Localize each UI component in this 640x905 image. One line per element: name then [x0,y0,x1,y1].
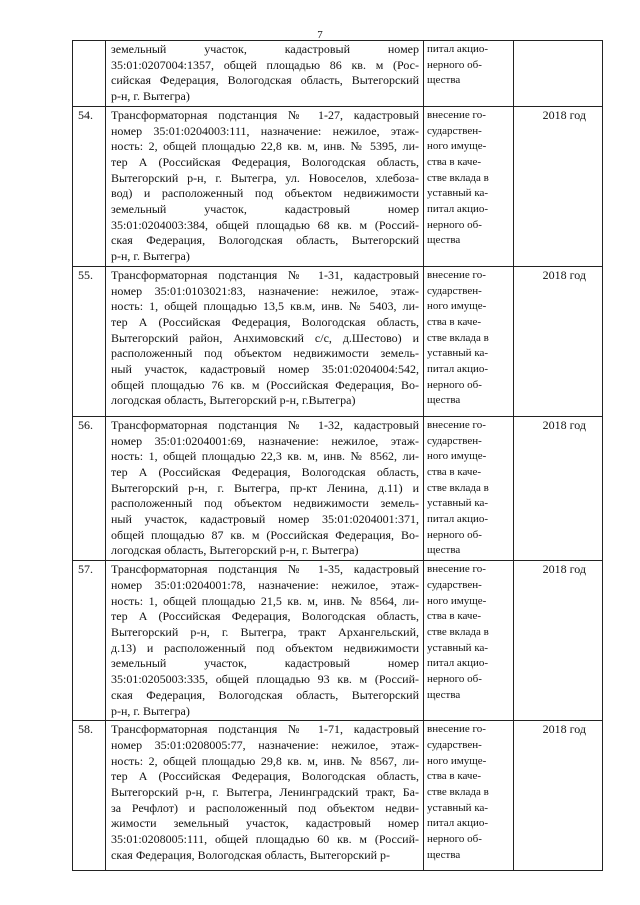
privatization-year [514,41,603,107]
description-line: ный участок, кадастровый номер 35:01:0204001:371, [111,512,419,527]
object-description [106,721,424,871]
method-line: стве вклада в [427,481,489,494]
object-description [106,41,424,107]
method-line: питал акцио- [427,363,489,376]
description-line: номер 35:01:0103021:83, назначение: нежилое, этаж- [111,283,419,298]
description-line: р-н, г. Вытегра) [111,249,190,264]
description-line: ская Федерация, Вологодская область, Вытегорский [111,687,419,702]
privatization-method [424,721,514,871]
method-line: стве вклада в [427,625,489,638]
description-line: ская Федерация, Вологодская область, Вытегорский [111,233,419,248]
method-line: стве вклада в [427,171,489,184]
table-row [73,416,603,560]
method-line: ства в каче- [427,770,482,783]
description-line: общей площадью 76 кв. м (Российская Федерация, Во- [111,377,419,392]
description-line: 35:01:0204003:384, общей площадью 68 кв. м (Россий- [111,217,419,232]
row-number: 56. [73,416,106,560]
method-line: питал акцио- [427,203,489,216]
description-line: тер А (Российская Федерация, Вологодская область, [111,154,419,169]
table-body [73,41,603,871]
method-line: ного имуще- [427,450,487,463]
description-line: тер А (Российская Федерация, Вологодская область, [111,314,419,329]
method-line: нерного об- [427,673,482,686]
method-line: нерного об- [427,833,482,846]
table-row [73,721,603,871]
property-table [72,40,603,871]
privatization-year: 2018 год [514,106,603,266]
row-number: 55. [73,266,106,416]
description-line: Вытегорский р-н, г. Вытегра, ул. Новоселов, хлебоза- [111,170,419,185]
method-line: внесение го- [427,563,486,576]
method-line: щества [427,848,461,861]
method-line: внесение го- [427,418,486,431]
method-line: сударствен- [427,578,482,591]
row-number: 58. [73,721,106,871]
object-description [106,106,424,266]
method-line: уставный ка- [427,187,489,200]
method-line: ства в каче- [427,155,482,168]
method-line: щества [427,394,461,407]
description-line: номер 35:01:0208005:77, назначение: нежилое, этаж- [111,737,419,752]
description-line: Трансформаторная подстанция № 1-27, кадастровый [111,107,419,122]
description-line: Вытегорский р-н, г. Вытегра, тракт Архангельский, [111,624,419,639]
page-number: 7 [317,29,323,41]
privatization-year: 2018 год [514,721,603,871]
table-row [73,561,603,721]
description-line: номер 35:01:0204001:78, назначение: нежилое, этаж- [111,577,419,592]
row-number: 54. [73,106,106,266]
object-description [106,561,424,721]
description-line: 35:01:0207004:1357, общей площадью 86 кв. м (Рос- [111,57,419,72]
description-line: 35:01:0208005:111, общей площадью 60 кв. м (Россий- [111,832,419,847]
object-description [106,416,424,560]
description-line: земельный участок, кадастровый номер [111,656,419,671]
table-row [73,266,603,416]
method-line: питал акцио- [427,513,489,526]
privatization-year: 2018 год [514,561,603,721]
method-line: внесение го- [427,268,486,281]
method-line: внесение го- [427,723,486,736]
method-line: щества [427,688,461,701]
description-line: земельный участок, кадастровый номер [111,202,419,217]
description-line: сийская Федерация, Вологодская область, Вытегорский [111,73,419,88]
method-line: уставный ка- [427,497,489,510]
description-line: р-н, г. Вытегра) [111,89,190,104]
method-line: щества [427,234,461,247]
method-line: внесение го- [427,108,486,121]
description-line: номер 35:01:0204003:111, назначение: нежилое, этаж- [111,123,419,138]
description-line: тер А (Российская Федерация, Вологодская область, [111,769,419,784]
method-line: стве вклада в [427,786,489,799]
table-row [73,41,603,107]
description-line: Трансформаторная подстанция № 1-31, кадастровый [111,267,419,282]
method-line: уставный ка- [427,641,489,654]
method-line: питал акцио- [427,817,489,830]
method-line: уставный ка- [427,347,489,360]
method-line: стве вклада в [427,331,489,344]
method-line: сударствен- [427,124,482,137]
privatization-method [424,266,514,416]
method-line: уставный ка- [427,801,489,814]
privatization-method [424,416,514,560]
description-line: Вытегорский р-н, г. Вытегра, Ленинградский тракт, Ба- [111,785,419,800]
method-line: ства в каче- [427,610,482,623]
description-line: расположенный под объектом недвижимости земель- [111,496,419,511]
method-line: нерного об- [427,58,482,71]
description-line: Трансформаторная подстанция № 1-71, кадастровый [111,722,419,737]
description-line: ность: 2, общей площадью 22,8 кв. м, инв. № 5395, ли- [111,139,419,154]
method-line: щества [427,74,461,87]
table-row [73,106,603,266]
description-line: расположенный под объектом недвижимости земель- [111,346,419,361]
method-line: щества [427,544,461,557]
method-line: ного имуще- [427,140,487,153]
privatization-method [424,106,514,266]
description-line: за Речфлот) и расположенный под объектом недви- [111,800,419,815]
description-line: тер А (Российская Федерация, Вологодская область, [111,464,419,479]
method-line: ного имуще- [427,300,487,313]
method-line: нерного об- [427,378,482,391]
privatization-method [424,561,514,721]
description-line: д.13) и расположенный под объектом недвижимости [111,640,419,655]
method-line: ного имуще- [427,754,487,767]
description-line: ность: 2, общей площадью 29,8 кв. м, инв. № 8567, ли- [111,753,419,768]
description-line: Вытегорский район, Анхимовский с/с, д.Шестово) и [111,330,419,345]
method-line: сударствен- [427,738,482,751]
privatization-year: 2018 год [514,266,603,416]
privatization-year: 2018 год [514,416,603,560]
description-line: ный участок, кадастровый номер 35:01:0204004:542, [111,362,419,377]
method-line: нерного об- [427,218,482,231]
row-number [73,41,106,107]
description-line: Трансформаторная подстанция № 1-35, кадастровый [111,562,419,577]
privatization-method [424,41,514,107]
description-line: тер А (Российская Федерация, Вологодская область, [111,609,419,624]
description-line: Вытегорский р-н, г. Вытегра, пр-кт Ленина, д.11) и [111,480,419,495]
method-line: ного имуще- [427,594,487,607]
object-description [106,266,424,416]
description-line: общей площадью 87 кв. м (Российская Федерация, Во- [111,527,419,542]
description-line: земельный участок, кадастровый номер [111,42,419,56]
description-line: 35:01:0205003:335, общей площадью 93 кв. м (Россий- [111,672,419,687]
description-line: ская Федерация, Вологодская область, Вытегорский р- [111,847,391,862]
description-line: логодская область, Вытегорский р-н, г.Вытегра) [111,393,356,408]
description-line: ность: 1, общей площадью 22,3 кв. м, инв. № 8562, ли- [111,449,419,464]
row-number: 57. [73,561,106,721]
method-line: ства в каче- [427,465,482,478]
description-line: логодская область, Вытегорский р-н, г. Вытегра) [111,543,359,558]
method-line: питал акцио- [427,43,489,55]
description-line: ность: 1, общей площадью 13,5 кв.м, инв. № 5403, ли- [111,299,419,314]
method-line: сударствен- [427,284,482,297]
description-line: ность: 1, общей площадью 21,5 кв. м, инв. № 8564, ли- [111,593,419,608]
method-line: нерного об- [427,528,482,541]
description-line: вод) и расположенный под объектом недвижимости [111,186,419,201]
description-line: Трансформаторная подстанция № 1-32, кадастровый [111,417,419,432]
method-line: ства в каче- [427,315,482,328]
method-line: питал акцио- [427,657,489,670]
description-line: номер 35:01:0204001:69, назначение: нежилое, этаж- [111,433,419,448]
description-line: р-н, г. Вытегра) [111,703,190,718]
description-line: жимости земельный участок, кадастровый номер [111,816,419,831]
method-line: сударствен- [427,434,482,447]
